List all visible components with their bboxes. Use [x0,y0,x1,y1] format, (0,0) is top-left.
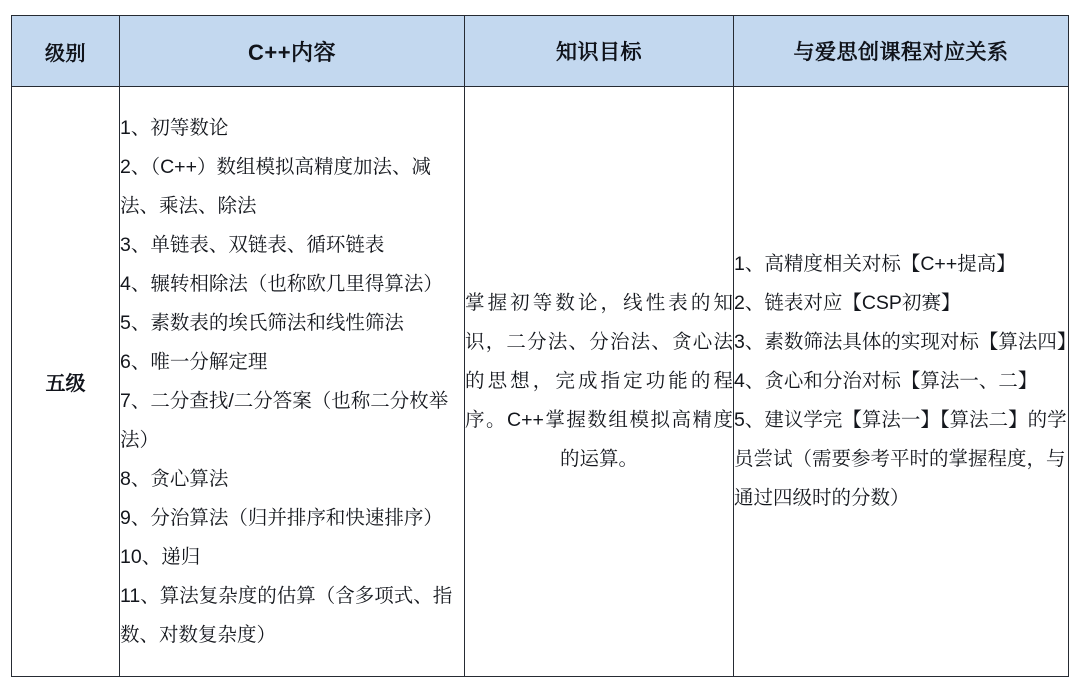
table-row [12,87,1069,677]
list-item: 11、算法复杂度的估算（含多项式、指数、对数复杂度） [120,584,453,646]
column-header-level: 级别 [12,16,120,87]
list-item: 3、素数筛法具体的实现对标【算法四】 [734,331,1077,353]
list-item: 6、唯一分解定理 [120,350,268,373]
knowledge-goal-text: 掌握初等数论，线性表的知识，二分法、分治法、贪心法的思想，完成指定功能的程序。C++掌握数组模拟高精度的运算。 [465,292,733,470]
list-item: 2、链表对应【CSP初赛】 [734,292,961,314]
list-item: 7、二分查找/二分答案（也称二分枚举法） [120,389,449,451]
list-item: 5、素数表的埃氏筛法和线性筛法 [120,311,404,334]
list-item: 9、分治算法（归并排序和快速排序） [120,506,443,529]
list-item: 8、贪心算法 [120,467,229,490]
list-item: 2、（C++）数组模拟高精度加法、减法、乘法、除法 [120,155,431,217]
mapping-item-list [734,245,1077,518]
table-body [12,87,1077,677]
content-item-list [120,109,464,655]
cell-content [120,87,465,677]
table-header [12,16,1069,87]
list-item: 1、初等数论 [120,116,229,139]
curriculum-table [11,15,1077,677]
curriculum-table-container [11,15,1077,677]
list-item: 10、递归 [120,545,201,568]
list-item: 4、贪心和分治对标【算法一、二】 [734,370,1038,392]
cell-level: 五级 [12,87,120,677]
cell-course-mapping [734,87,1077,677]
column-header-content: C++内容 [120,16,465,87]
list-item: 5、建议学完【算法一】【算法二】的学员尝试（需要参考平时的掌握程度，与通过四级时的分数） [734,409,1067,509]
list-item: 3、单链表、双链表、循环链表 [120,233,385,256]
header-row [12,16,1069,87]
column-header-goal: 知识目标 [465,16,734,87]
list-item: 4、辗转相除法（也称欧几里得算法） [120,272,443,295]
list-item: 1、高精度相关对标【C++提高】 [734,253,1016,275]
column-header-mapping: 与爱思创课程对应关系 [734,16,1069,87]
cell-knowledge-goal [465,87,734,677]
